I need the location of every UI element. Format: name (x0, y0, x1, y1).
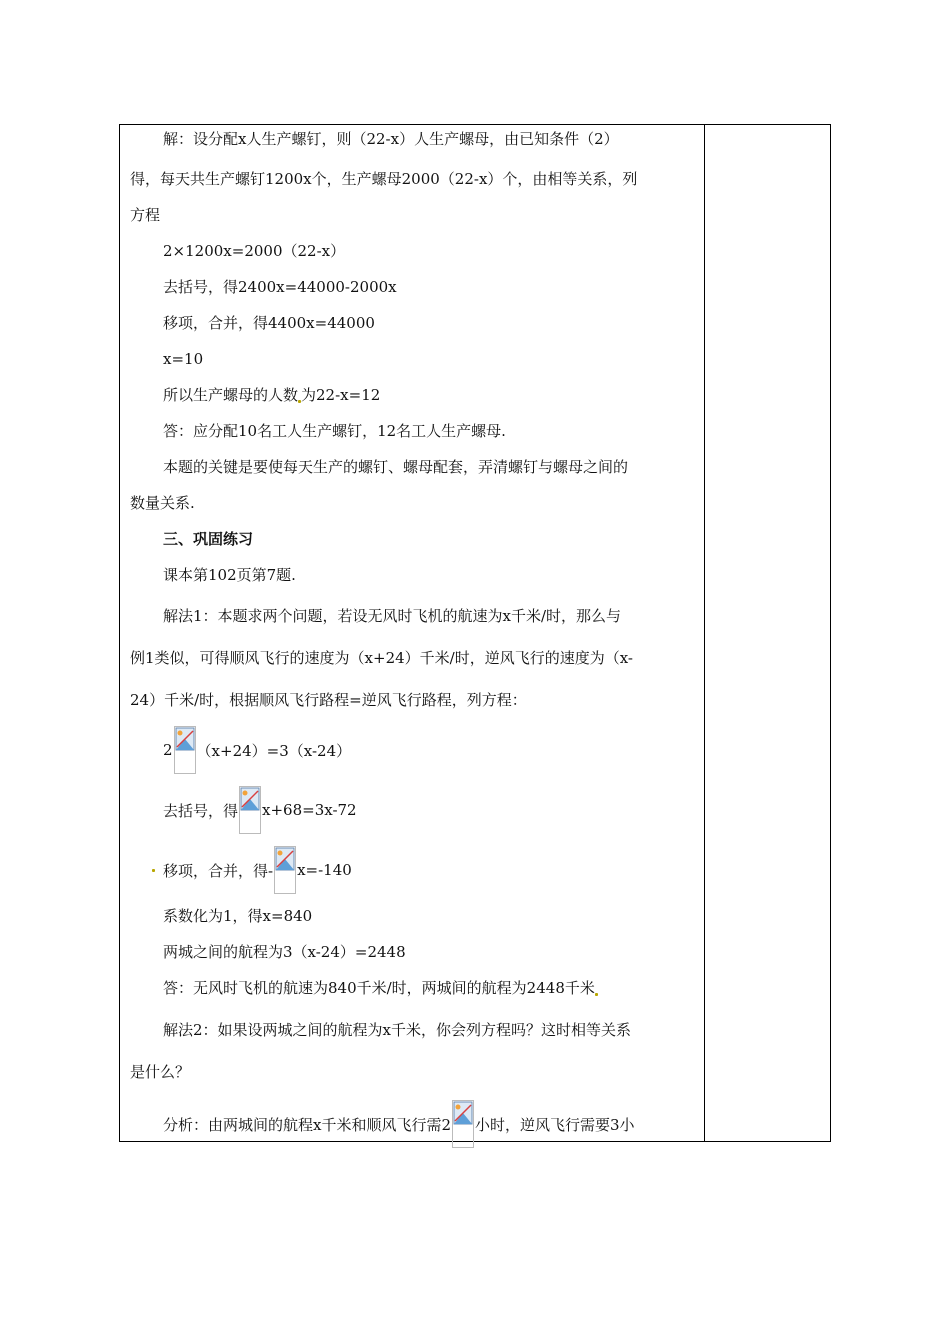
text-line (130, 377, 695, 413)
equation-line (130, 844, 695, 896)
answer-line (130, 970, 695, 1006)
text-line (130, 1098, 695, 1150)
equation-line: 2×1200x=2000（22-x） (163, 242, 346, 260)
text-line: 是什么？ (130, 1063, 191, 1081)
text-line: 解法2：如果设两城之间的航程为x千米，你会列方程吗？这时相等关系 (163, 1021, 632, 1039)
equation-line: 去括号，得2400x=44000-2000x (163, 278, 397, 296)
marker-dot (595, 993, 598, 996)
main-column (130, 125, 695, 1150)
text-line: 两城之间的航程为3（x-24）=2448 (163, 943, 406, 961)
text-line: 解：设分配x人生产螺钉，则（22-x）人生产螺母，由已知条件（2） (163, 130, 619, 148)
fraction-image-icon (452, 1100, 474, 1148)
text-segment: 2 (163, 741, 173, 759)
text-segment: 答：无风时飞机的航速为840千米/时，两城间的航程为2448千米 (163, 979, 595, 997)
equation-line (130, 724, 695, 776)
text-segment: 为22-x=12 (301, 386, 381, 404)
text-segment: 分析：由两城间的航程x千米和顺风飞行需2 (163, 1115, 452, 1134)
equation-line: x=10 (163, 350, 204, 368)
text-line: 数量关系. (130, 494, 195, 512)
fraction-image-icon (239, 786, 261, 834)
text-segment: 去括号，得 (163, 801, 239, 820)
text-segment: 所以生产螺母的人数 (163, 386, 299, 404)
column-divider (704, 125, 705, 1141)
lesson-table (119, 124, 831, 1142)
text-line: 例1类似，可得顺风飞行的速度为（x+24）千米/时，逆风飞行的速度为（x- (130, 649, 633, 667)
text-segment: （x+24）=3（x-24） (196, 741, 352, 760)
equation-line: 移项，合并，得4400x=44000 (163, 314, 375, 332)
text-line: 解法1：本题求两个问题，若设无风时飞机的航速为x千米/时，那么与 (163, 607, 622, 625)
fraction-image-icon (274, 846, 296, 894)
text-segment: x+68=3x-72 (262, 801, 357, 819)
text-segment: x=-140 (297, 861, 352, 879)
equation-line (130, 784, 695, 836)
text-line: 本题的关键是要使每天生产的螺钉、螺母配套，弄清螺钉与螺母之间的 (163, 458, 629, 476)
text-line: 系数化为1，得x=840 (163, 907, 313, 925)
section-heading: 三、巩固练习 (163, 530, 254, 548)
marker-dot (152, 869, 155, 872)
text-line: 方程 (130, 206, 161, 224)
text-line: 24）千米/时，根据顺风飞行路程=逆风飞行路程，列方程： (130, 691, 527, 709)
answer-line: 答：应分配10名工人生产螺钉，12名工人生产螺母. (163, 422, 506, 440)
text-segment: 移项，合并，得- (163, 861, 274, 880)
fraction-image-icon (174, 726, 196, 774)
text-segment: 小时，逆风飞行需要3小 (475, 1115, 635, 1134)
text-line: 得，每天共生产螺钉1200x个，生产螺母2000（22-x）个，由相等关系，列 (130, 170, 638, 188)
text-line: 课本第102页第7题. (163, 566, 296, 584)
